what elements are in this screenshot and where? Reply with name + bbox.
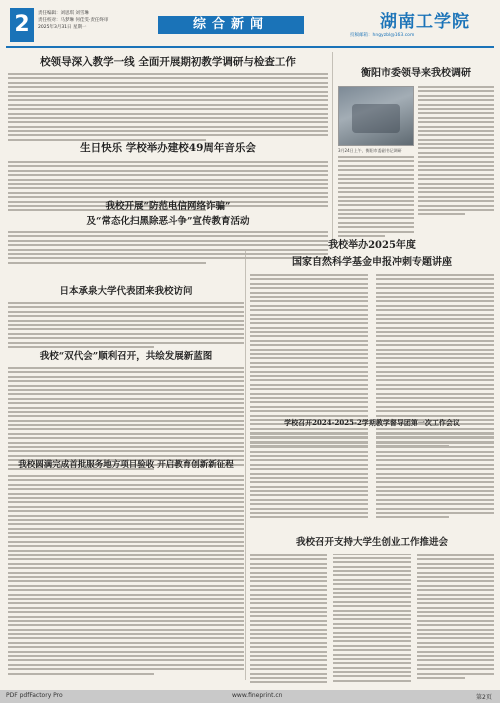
- article-headline: 学校召开2024-2025-2学期教学督导团第一次工作会议: [284, 418, 460, 427]
- column-divider: [332, 52, 333, 248]
- photo-caption: 3月24日上午，衡阳市委副书记调研: [338, 148, 402, 153]
- article-headline: 我校召开支持大学生创业工作推进会: [295, 537, 448, 548]
- article-headline: 我校开展“防范电信网络诈骗”: [105, 201, 231, 212]
- article-9: [250, 418, 494, 521]
- article-headline: 衡阳市委领导来我校调研: [361, 68, 471, 79]
- article-6: [8, 458, 244, 677]
- header-rule: [6, 46, 494, 48]
- article-body: [250, 433, 494, 521]
- article-body: [8, 73, 328, 143]
- section-title: 综合新闻: [158, 16, 304, 34]
- article-headline: 国家自然科学基金申报冲刺专题讲座: [292, 257, 452, 268]
- article-headline: 生日快乐 学校举办建校49周年音乐会: [80, 142, 256, 154]
- column-divider: [245, 250, 246, 680]
- article-body: [418, 86, 494, 218]
- article-4: [8, 283, 244, 350]
- article-1: [8, 54, 328, 143]
- article-headline: 我校“双代会”顺利召开，共绘发展新蓝图: [39, 351, 213, 362]
- article-body: [8, 367, 244, 472]
- article-body: [8, 302, 244, 350]
- footer-pdf-label: PDF pdfFactory Pro: [6, 692, 63, 699]
- article-photo: [338, 86, 414, 146]
- article-7: [338, 64, 494, 79]
- page-number: 2: [10, 8, 34, 42]
- article-body: [338, 156, 414, 239]
- article-body: [250, 554, 494, 683]
- masthead-logo: 湖南工学院: [380, 12, 470, 32]
- article-headline: 日本承泉大学代表团来我校访问: [59, 286, 193, 297]
- editor-line: 责任编辑：刘思琪 刘雪琳: [38, 11, 89, 16]
- article-headline: 及“常态化扫黑除恶斗争”宣传教育活动: [86, 216, 250, 227]
- article-10: [250, 534, 494, 683]
- footer-url[interactable]: www.fineprint.cn: [232, 692, 283, 699]
- article-headline: 校领导深入教学一线 全面开展期初教学调研与检查工作: [40, 56, 296, 68]
- article-headline: 我校圆满完成首批服务地方项目验收 开启教育创新新征程: [18, 460, 234, 470]
- editors-block: [38, 10, 108, 31]
- article-5: [8, 348, 244, 472]
- issue-date: 2025年3月31日 星期一: [38, 25, 87, 30]
- article-body: [8, 475, 244, 677]
- article-headline: 我校举办2025年度: [328, 240, 416, 251]
- masthead-email: 投稿邮箱：hngyzbl@163.com: [350, 33, 415, 38]
- footer-page-number: 第2页: [476, 694, 492, 701]
- editor-line: 责任校对：马梦琳 何佳雯·责任终审: [38, 18, 109, 23]
- page-header: [6, 6, 494, 46]
